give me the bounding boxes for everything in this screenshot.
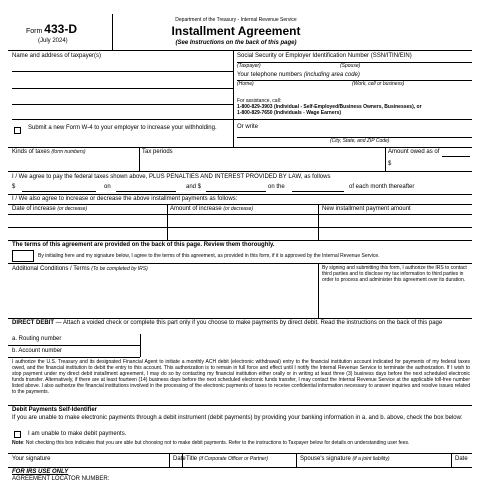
- col-new-header: New installment payment amount: [322, 206, 411, 212]
- phone-label-text: Your telephone numbers: [237, 72, 303, 78]
- title-label-note: (if Corporate Officer or Partner): [198, 456, 268, 462]
- note-label: Note: [12, 440, 24, 446]
- col-amount-header: [170, 206, 253, 213]
- increase-row-2[interactable]: [8, 227, 472, 228]
- spouse-signature-label: [300, 456, 390, 463]
- ssn-taxpayer-caption: (Taxpayer): [237, 63, 261, 69]
- taxpayer-divider: [233, 50, 234, 147]
- sig-divider-1: [169, 453, 170, 467]
- each-month-text: of each month thereafter: [349, 184, 415, 190]
- day-of-month-line[interactable]: [292, 191, 344, 192]
- increase-row-1[interactable]: [8, 214, 472, 215]
- agency-name: Department of the Treasury - Internal Revenue Service: [175, 17, 297, 23]
- increase-text: I / We also agree to increase or decrease the above installment payments as follows:: [12, 196, 238, 202]
- authorize-text: By signing and submitting this form, I authorize the IRS to contact third parties and to disclose my tax information to third parties in order to process and administer this agreement over its duration.: [322, 265, 467, 283]
- account-number-field[interactable]: [8, 357, 140, 358]
- phone-label-note: (including area code): [303, 72, 360, 78]
- or-write-label: Or write: [237, 124, 258, 130]
- name-address-label: Name and address of taxpayer(s): [12, 53, 102, 59]
- payment-date-line[interactable]: [116, 191, 176, 192]
- phone-label: [237, 72, 360, 79]
- sig-divider-3: [296, 453, 297, 467]
- col-amount-text: Amount of increase: [170, 206, 222, 212]
- ssn-spouse-caption: (Spouse): [340, 63, 361, 69]
- sig-divider-2: [182, 453, 183, 467]
- payment-on: on: [104, 184, 111, 190]
- your-signature-label: Your signature: [12, 456, 51, 462]
- taxes-divider-2: [385, 147, 386, 171]
- note-text: : Not checking this box indicates that you are able but choosing not to make debit payments. Refer to the instructions to Taxpayer below for details on understanding user fees.: [23, 440, 410, 446]
- additional-label-text: Additional Conditions / Terms: [12, 266, 90, 272]
- payment-and: and $: [186, 184, 202, 190]
- rule: [8, 405, 472, 406]
- self-identifier-text: If you are unable to make electronic payments through a debit instrument (debit payments) by providing your banking information in a. and b. above, check the box below:: [12, 415, 463, 421]
- col-date-note: (or decrease): [57, 206, 88, 212]
- kinds-label-text: Kinds of taxes: [12, 149, 50, 155]
- rule: [8, 171, 472, 172]
- title-label-text: Title: [186, 456, 198, 462]
- name-line-4[interactable]: [12, 119, 233, 120]
- name-line-2[interactable]: [12, 88, 233, 89]
- payment-amount-line[interactable]: [22, 191, 96, 192]
- rule: [8, 147, 472, 148]
- ssn-label: Social Security or Employer Identification Number (SSN/ITIN/EIN): [237, 53, 412, 59]
- form-subtitle: (See Instructions on the back of this page): [175, 40, 297, 46]
- increase-row-3[interactable]: [8, 240, 472, 241]
- assistance-label: For assistance, call:: [237, 98, 282, 104]
- locator-label: AGREEMENT LOCATOR NUMBER:: [12, 476, 110, 480]
- form-label: [26, 22, 77, 36]
- rule: [8, 263, 472, 264]
- assistance-line-1: 1-800-829-3903 (Individual - Self-Employed/Business Owners, Businesses), or: [237, 104, 422, 110]
- date-label: Date: [173, 456, 186, 462]
- assistance-line-2: 1-800-829-7650 (Individuals - Wage Earners): [237, 110, 342, 116]
- spouse-label-note: (if a joint liability): [352, 456, 390, 462]
- col-amount-note: (or decrease): [223, 206, 254, 212]
- monthly-amount-line[interactable]: [206, 191, 266, 192]
- initials-box[interactable]: [12, 250, 34, 262]
- additional-divider: [318, 263, 319, 318]
- form-date: (July 2024): [38, 38, 68, 44]
- date2-label: Date: [455, 456, 468, 462]
- taxes-divider-1: [139, 147, 140, 171]
- rule: [8, 50, 472, 51]
- rule: [8, 467, 472, 468]
- w4-checkbox[interactable]: [14, 127, 21, 134]
- bank-field-divider: [140, 334, 141, 357]
- periods-label: Tax periods: [142, 149, 173, 155]
- amount-owed-date-line[interactable]: [442, 156, 470, 157]
- phone-work-caption: (Work, cell or business): [352, 81, 405, 87]
- payment-dollar: $: [12, 184, 16, 190]
- name-line-3[interactable]: [12, 104, 233, 105]
- kinds-label-note: (form numbers): [51, 149, 86, 155]
- col-date-header: [12, 206, 87, 213]
- col-date-text: Date of increase: [12, 206, 56, 212]
- direct-debit-intro: [12, 320, 472, 327]
- phone-home-caption: (Home): [237, 81, 254, 87]
- account-label: b. Account number: [12, 348, 63, 354]
- unable-debit-checkbox[interactable]: [14, 431, 21, 438]
- amount-owed-label: Amount owed as of: [388, 149, 440, 155]
- kinds-label: [12, 149, 86, 156]
- self-identifier-heading: Debit Payments Self-Identifier: [12, 407, 98, 413]
- self-identifier-note: [12, 440, 470, 446]
- rule: [8, 318, 472, 319]
- rule: [8, 194, 472, 195]
- increase-col-divider-2: [318, 204, 319, 240]
- sig-divider-4: [451, 453, 452, 467]
- form-number: 433-D: [44, 22, 77, 36]
- spouse-label-text: Spouse's signature: [300, 456, 351, 462]
- w4-text: Submit a new Form W-4 to your employer to increase your withholding.: [28, 125, 217, 131]
- initial-text: By initialing here and my signature below, I agree to the terms of this agreement, as provided in this form, if it is approved by the Internal Revenue Service.: [38, 253, 380, 259]
- agree-text: I / We agree to pay the federal taxes shown above, PLUS PENALTIES AND INTEREST PROVIDED BY LAW, as follows: [12, 174, 331, 180]
- city-state-zip-caption: (City, State, and ZIP Code): [330, 138, 390, 144]
- rule: [233, 119, 472, 120]
- unable-debit-label: I am unable to make debit payments.: [28, 431, 127, 437]
- rule: [8, 204, 472, 205]
- form-label-text: Form: [26, 28, 43, 35]
- title-label: [186, 456, 268, 463]
- routing-label: a. Routing number: [12, 336, 62, 342]
- payment-on-the: on the: [268, 184, 285, 190]
- amount-owed-dollar: $: [388, 161, 392, 167]
- rule: [8, 453, 472, 454]
- irs-use-heading: FOR IRS USE ONLY: [12, 469, 69, 475]
- terms-heading: The terms of this agreement are provided on the back of this page. Review them thoroughly.: [12, 242, 275, 248]
- additional-terms-label: [12, 266, 148, 273]
- routing-number-field[interactable]: [8, 345, 140, 346]
- additional-label-note: (To be completed by IRS): [91, 266, 148, 272]
- name-line-1[interactable]: [12, 71, 233, 72]
- ach-authorization-text: I authorize the U.S. Treasury and its designated Financial Agent to initiate a monthly ACH debit (electronic withdrawal) entry to the financial institution account indicated for payments of my federal taxes owed, and the financial institution to debit the entry to this account. This authorization is to remain in full force and effect until I notify the Internal Revenue Service to terminate the authorization. If I wish to stop payment under my direct debit installment agreement, I may do so by contacting my financial institution either orally or in writing at least three (3) business days before the next scheduled electronic funds transfer. Alternatively, if there are at least fourteen (14) business days before the next scheduled electronic funds transfer, I may contact the Internal Revenue Service at the applicable toll-free number listed above. I also authorize the financial institutions involved in the processing of the electronic payments of taxes to receive confidential information necessary to answer inquiries and resolve issues related to the payments.: [12, 359, 470, 395]
- increase-col-divider-1: [167, 204, 168, 240]
- direct-debit-text: — Attach a voided check or complete this part only if you choose to make payments by direct debit. Read the instructions on the back of this page: [54, 320, 443, 326]
- direct-debit-label: DIRECT DEBIT: [12, 320, 54, 326]
- form-title: Installment Agreement: [171, 24, 301, 38]
